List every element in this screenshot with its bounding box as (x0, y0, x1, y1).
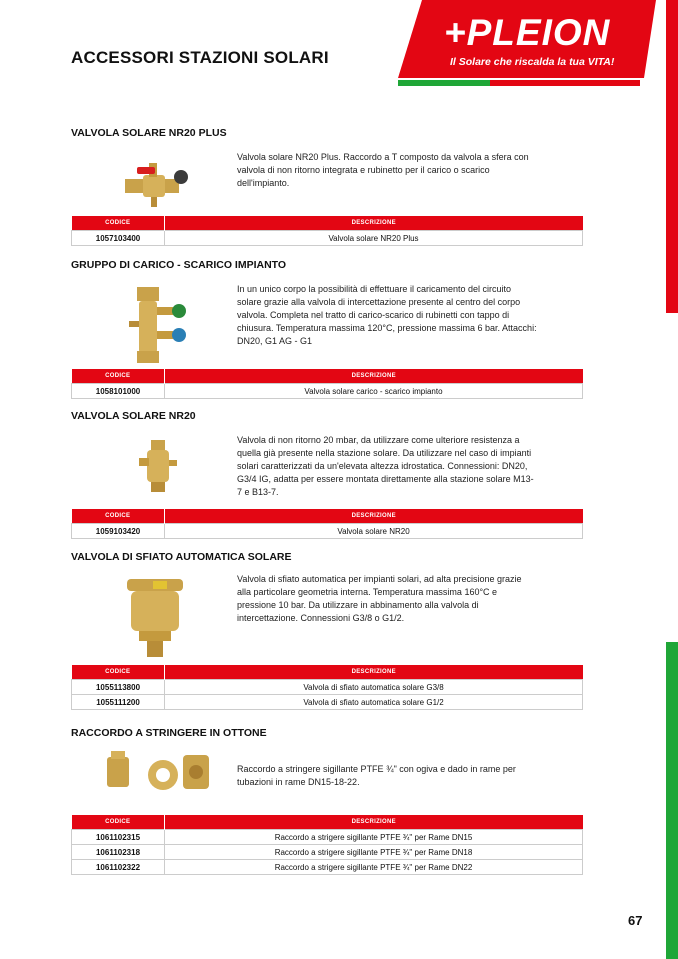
section-description: Valvola solare NR20 Plus. Raccordo a T composto da valvola a sfera con valvola di non ritorno integrata e rubinetto per il carico o scarico dell'impianto. (237, 152, 529, 188)
brass-t-ball-valve-icon (121, 157, 191, 216)
table-row: 1061102315 Raccordo a strigere sigillante PTFE ¾" per Rame DN15 (72, 830, 583, 845)
section-description: Valvola di non ritorno 20 mbar, da utilizzare come ulteriore resistenza a quella già presente nella stazione solare. Da utilizzare nel caso di impianti solari caratterizzati da un'elevata altezza idrostatica. Connessioni: DN20, G3/4 IG, adatta per essere montata direttamente alla stazione solare M13-7 e B13-7. (237, 435, 534, 497)
side-red-bar (666, 0, 678, 313)
table-row: 1059103420 Valvola solare NR20 (72, 524, 583, 539)
logo-green-stripe (398, 80, 490, 86)
section-title: GRUPPO DI CARICO - SCARICO IMPIANTO (71, 259, 287, 271)
header-code: CODICE (72, 815, 165, 830)
header-description: DESCRIZIONE (165, 665, 583, 680)
table-row: 1055113800 Valvola di sfiato automatica solare G3/8 (72, 680, 583, 695)
header-description: DESCRIZIONE (165, 216, 583, 231)
section-valvola-nr20 (71, 410, 583, 540)
header-code: CODICE (72, 665, 165, 680)
air-vent-valve-icon (123, 573, 187, 666)
header-description: DESCRIZIONE (165, 815, 583, 830)
header-description: DESCRIZIONE (165, 369, 583, 384)
table-row: 1058101000 Valvola solare carico - scarico impianto (72, 384, 583, 399)
logo-tagline: Il Solare che riscalda la tua VITA! (450, 56, 615, 68)
section-title: VALVOLA SOLARE NR20 PLUS (71, 127, 227, 139)
codes-table (71, 815, 583, 875)
section-valvola-nr20-plus (71, 127, 583, 247)
section-gruppo-carico (71, 259, 583, 399)
codes-table (71, 665, 583, 710)
table-row: 1057103400 Valvola solare NR20 Plus (72, 231, 583, 246)
section-title: VALVOLA DI SFIATO AUTOMATICA SOLARE (71, 551, 292, 563)
codes-table (71, 216, 583, 246)
section-description: In un unico corpo la possibilità di effettuare il caricamento del circuito solare grazie alla valvola di intercettazione presente al centro del corpo valvola. Completa nel tratto di carico-scarico di rubinetti con tappo di chiusura. Temperatura massima 120°C, pressione massima 6 bar. Attacchi: DN20, G1 AG - G1 (237, 284, 537, 346)
check-valve-icon (139, 438, 179, 499)
table-row: 1061102322 Raccordo a strigere sigillante PTFE ¾" per Rame DN22 (72, 860, 583, 875)
section-title: RACCORDO A STRINGERE IN OTTONE (71, 727, 267, 739)
header-description: DESCRIZIONE (165, 509, 583, 524)
section-raccordo-stringere (71, 727, 583, 887)
section-sfiato-automatica (71, 551, 583, 721)
table-row: 1055111200 Valvola di sfiato automatica solare G1/2 (72, 695, 583, 710)
logo-red-stripe (490, 80, 640, 86)
header-code: CODICE (72, 509, 165, 524)
table-row: 1061102318 Raccordo a strigere sigillante PTFE ¾" per Rame DN18 (72, 845, 583, 860)
codes-table (71, 509, 583, 539)
page-title: ACCESSORI STAZIONI SOLARI (71, 48, 329, 67)
brass-compression-fittings-icon (103, 747, 215, 804)
section-title: VALVOLA SOLARE NR20 (71, 410, 196, 422)
logo-wordmark: +PLEION (444, 12, 611, 53)
brand-logo (398, 0, 656, 86)
header-code: CODICE (72, 216, 165, 231)
codes-table (71, 369, 583, 399)
page-number: 67 (628, 913, 643, 928)
fill-drain-valve-group-icon (129, 285, 189, 370)
side-green-bar (666, 642, 678, 959)
header-code: CODICE (72, 369, 165, 384)
section-description: Raccordo a stringere sigillante PTFE ¾" con ogiva e dado in rame per tubazioni in rame DN15-18-22. (237, 764, 516, 787)
section-description: Valvola di sfiato automatica per impianti solari, ad alta precisione grazie alla particolare geometria interna. Temperatura massima 160°C e pressione 10 bar. Da utilizzare in abbinamento alla valvola di intercettazione. Connessioni G3/8 o G1/2. (237, 574, 522, 623)
